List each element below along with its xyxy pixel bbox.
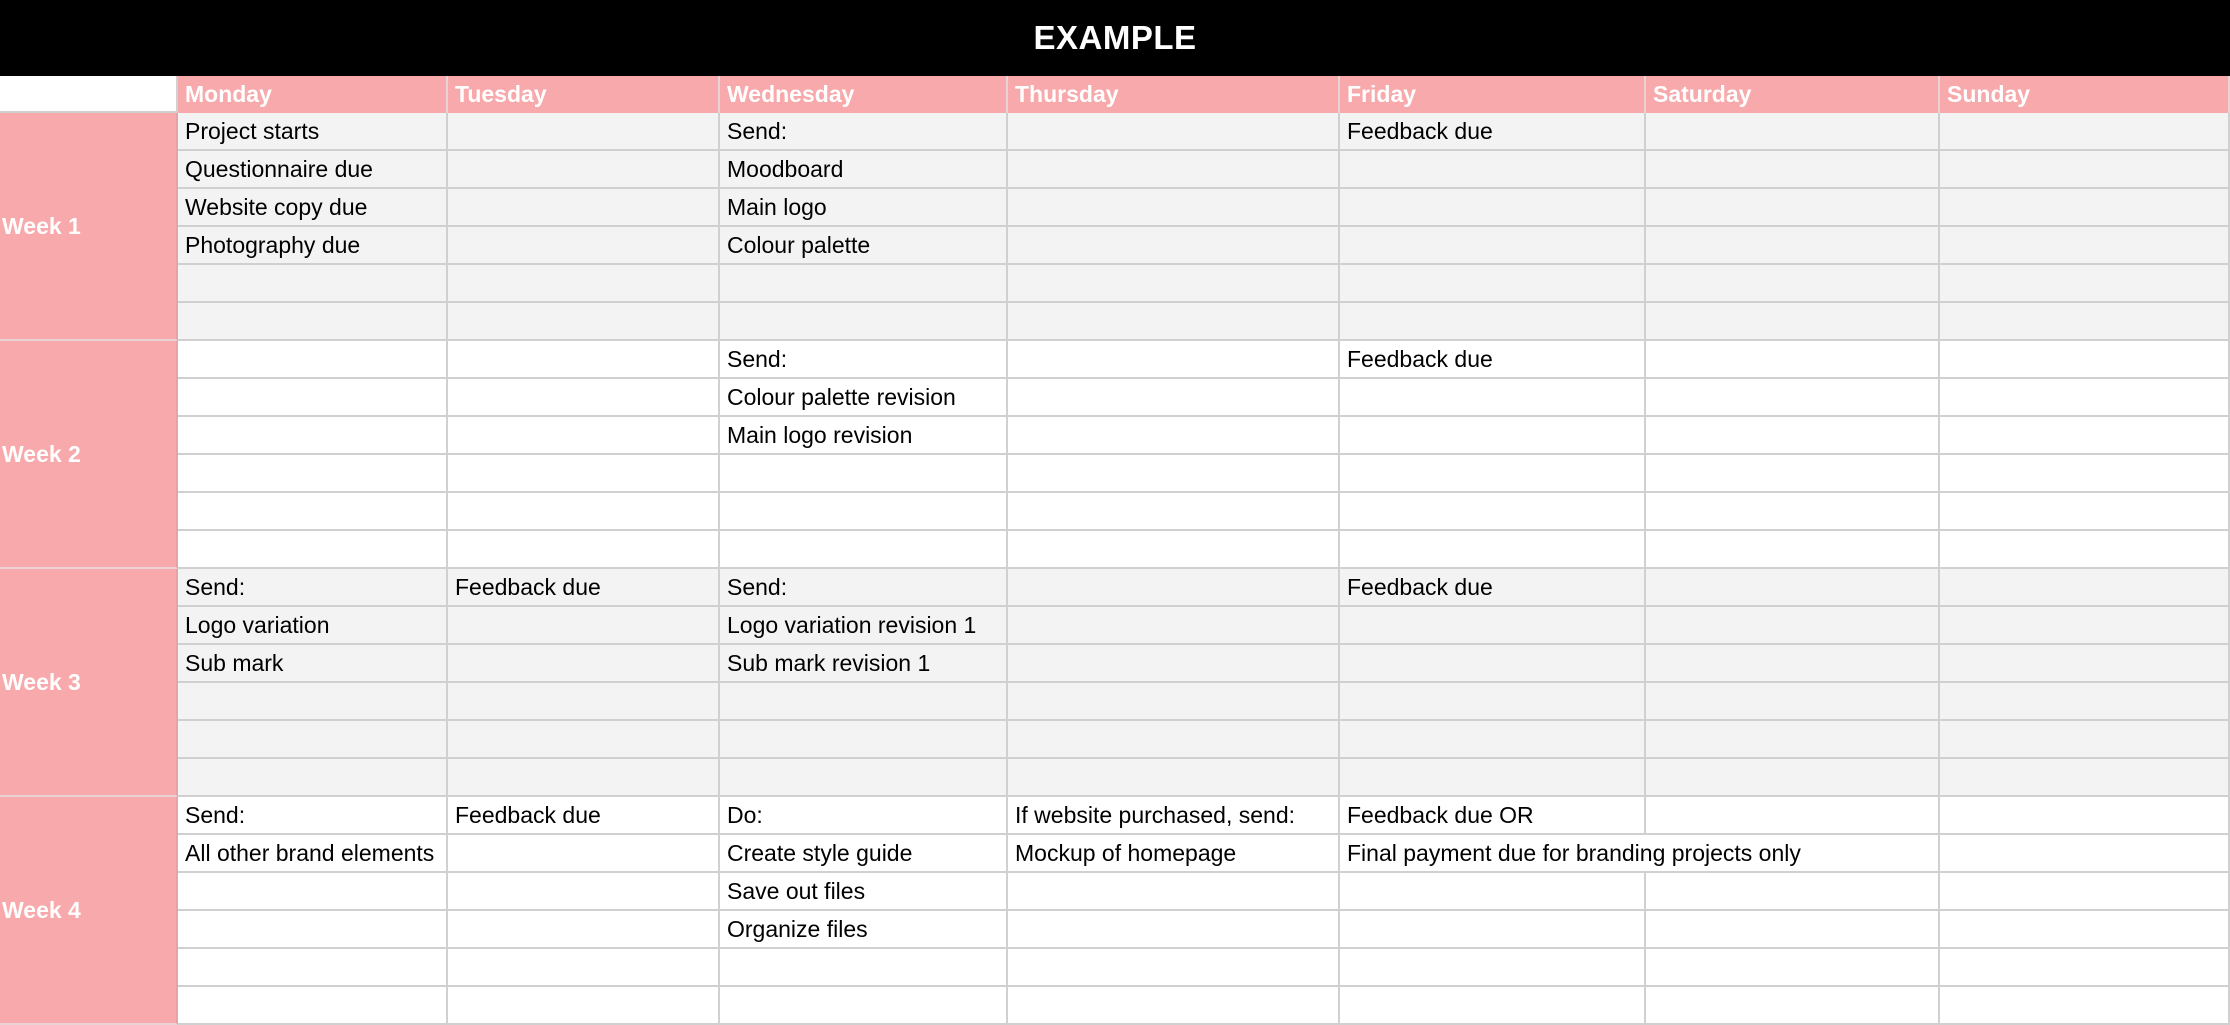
day-header-friday[interactable]: Friday	[1340, 76, 1646, 113]
week-label[interactable]: Week 2	[0, 341, 178, 569]
grid-cell[interactable]	[1646, 949, 1940, 987]
grid-cell[interactable]	[1940, 721, 2230, 759]
grid-cell[interactable]	[448, 189, 720, 227]
grid-cell[interactable]: Do:	[720, 797, 1008, 835]
grid-cell[interactable]	[178, 759, 448, 797]
grid-cell[interactable]	[1340, 683, 1646, 721]
grid-cell[interactable]	[1646, 607, 1940, 645]
grid-cell[interactable]	[1940, 911, 2230, 949]
grid-cell[interactable]: Feedback due OR	[1340, 797, 1646, 835]
grid-cell[interactable]	[1940, 151, 2230, 189]
day-header-wednesday[interactable]: Wednesday	[720, 76, 1008, 113]
grid-cell[interactable]	[448, 683, 720, 721]
grid-cell[interactable]: All other brand elements	[178, 835, 448, 873]
grid-cell[interactable]	[1940, 303, 2230, 341]
grid-cell[interactable]	[448, 151, 720, 189]
grid-cell[interactable]: Project starts	[178, 113, 448, 151]
grid-cell[interactable]	[1646, 265, 1940, 303]
grid-cell[interactable]	[1008, 683, 1340, 721]
grid-cell[interactable]: Feedback due	[448, 797, 720, 835]
grid-cell[interactable]	[448, 379, 720, 417]
grid-cell[interactable]	[720, 987, 1008, 1025]
grid-cell[interactable]	[1940, 759, 2230, 797]
grid-cell[interactable]	[1646, 987, 1940, 1025]
grid-cell[interactable]	[1940, 835, 2230, 873]
grid-cell[interactable]: Photography due	[178, 227, 448, 265]
grid-cell[interactable]	[448, 607, 720, 645]
grid-cell[interactable]	[178, 683, 448, 721]
grid-cell[interactable]	[448, 227, 720, 265]
grid-cell[interactable]	[178, 911, 448, 949]
day-header-monday[interactable]: Monday	[178, 76, 448, 113]
grid-cell[interactable]	[178, 721, 448, 759]
grid-cell[interactable]: Colour palette	[720, 227, 1008, 265]
grid-cell[interactable]: Main logo revision	[720, 417, 1008, 455]
grid-cell[interactable]: Sub mark	[178, 645, 448, 683]
grid-cell[interactable]	[1646, 835, 1940, 873]
grid-cell[interactable]	[1646, 683, 1940, 721]
grid-cell[interactable]	[1008, 759, 1340, 797]
grid-cell[interactable]	[1940, 987, 2230, 1025]
grid-cell[interactable]	[1008, 303, 1340, 341]
grid-cell[interactable]	[448, 949, 720, 987]
grid-cell[interactable]	[1340, 493, 1646, 531]
grid-cell[interactable]	[178, 417, 448, 455]
grid-cell[interactable]	[1340, 873, 1646, 911]
grid-cell[interactable]: Feedback due	[1340, 341, 1646, 379]
grid-cell[interactable]	[448, 987, 720, 1025]
grid-cell[interactable]: Organize files	[720, 911, 1008, 949]
grid-cell[interactable]: Send:	[720, 569, 1008, 607]
grid-cell[interactable]	[448, 721, 720, 759]
grid-cell[interactable]	[448, 493, 720, 531]
grid-cell[interactable]	[1340, 265, 1646, 303]
grid-cell[interactable]: If website purchased, send:	[1008, 797, 1340, 835]
grid-cell[interactable]: Feedback due	[1340, 113, 1646, 151]
grid-cell[interactable]	[1008, 531, 1340, 569]
grid-cell[interactable]	[178, 341, 448, 379]
grid-cell[interactable]	[1646, 341, 1940, 379]
grid-cell[interactable]: Send:	[178, 569, 448, 607]
grid-cell[interactable]	[178, 493, 448, 531]
corner-cell	[0, 76, 178, 113]
grid-cell[interactable]	[448, 265, 720, 303]
grid-cell[interactable]	[178, 265, 448, 303]
grid-cell[interactable]	[1340, 911, 1646, 949]
week-label[interactable]: Week 1	[0, 113, 178, 341]
grid-cell[interactable]: Send:	[720, 341, 1008, 379]
grid-cell[interactable]	[1940, 455, 2230, 493]
grid-cell[interactable]	[720, 455, 1008, 493]
grid-cell[interactable]	[1340, 949, 1646, 987]
grid-cell[interactable]	[1646, 113, 1940, 151]
grid-cell[interactable]: Send:	[720, 113, 1008, 151]
grid-cell[interactable]	[1008, 949, 1340, 987]
grid-cell[interactable]	[1008, 341, 1340, 379]
grid-cell[interactable]	[1646, 455, 1940, 493]
grid-cell[interactable]	[1940, 265, 2230, 303]
grid-cell[interactable]	[448, 455, 720, 493]
grid-cell[interactable]: Logo variation	[178, 607, 448, 645]
grid-cell[interactable]	[1646, 797, 1940, 835]
grid-cell[interactable]	[178, 873, 448, 911]
grid-cell[interactable]	[1008, 721, 1340, 759]
grid-cell[interactable]	[1940, 949, 2230, 987]
grid-cell[interactable]	[720, 949, 1008, 987]
grid-cell[interactable]	[1008, 189, 1340, 227]
grid-cell[interactable]	[1646, 189, 1940, 227]
grid-cell[interactable]	[1940, 683, 2230, 721]
grid-cell[interactable]	[448, 417, 720, 455]
grid-cell[interactable]	[178, 455, 448, 493]
grid-cell[interactable]: Final payment due for branding projects only	[1340, 835, 1646, 873]
grid-cell[interactable]	[1646, 417, 1940, 455]
grid-cell[interactable]	[1340, 721, 1646, 759]
grid-cell[interactable]	[448, 113, 720, 151]
grid-cell[interactable]	[448, 341, 720, 379]
grid-cell[interactable]	[1940, 797, 2230, 835]
grid-cell[interactable]	[448, 645, 720, 683]
grid-cell[interactable]	[178, 303, 448, 341]
grid-cell[interactable]	[1940, 569, 2230, 607]
sheet-title: EXAMPLE	[0, 0, 2230, 76]
day-header-tuesday[interactable]: Tuesday	[448, 76, 720, 113]
grid-cell[interactable]	[1340, 987, 1646, 1025]
grid-cell[interactable]	[178, 379, 448, 417]
grid-cell[interactable]	[1646, 911, 1940, 949]
grid-cell[interactable]	[1940, 531, 2230, 569]
grid-cell[interactable]	[1940, 417, 2230, 455]
grid-cell[interactable]	[1940, 645, 2230, 683]
grid-cell[interactable]	[720, 721, 1008, 759]
week-label[interactable]: Week 3	[0, 569, 178, 797]
grid-cell[interactable]	[1008, 227, 1340, 265]
grid-cell[interactable]	[448, 835, 720, 873]
grid-cell[interactable]	[178, 531, 448, 569]
day-header-saturday[interactable]: Saturday	[1646, 76, 1940, 113]
grid-cell[interactable]	[1340, 455, 1646, 493]
grid-cell[interactable]	[1646, 873, 1940, 911]
grid-cell[interactable]	[1340, 189, 1646, 227]
grid-cell[interactable]	[178, 949, 448, 987]
grid-cell[interactable]	[1340, 531, 1646, 569]
grid-cell[interactable]	[1008, 379, 1340, 417]
grid-cell[interactable]	[1646, 379, 1940, 417]
grid-cell[interactable]	[1340, 607, 1646, 645]
grid-cell[interactable]	[1008, 151, 1340, 189]
grid-cell[interactable]	[448, 873, 720, 911]
grid-cell[interactable]	[1940, 113, 2230, 151]
grid-cell[interactable]	[720, 683, 1008, 721]
grid-cell[interactable]	[1940, 607, 2230, 645]
grid-cell[interactable]	[1646, 227, 1940, 265]
grid-cell[interactable]	[1646, 645, 1940, 683]
grid-cell[interactable]	[1008, 569, 1340, 607]
grid-cell[interactable]	[1008, 417, 1340, 455]
grid-cell[interactable]	[1646, 493, 1940, 531]
grid-cell[interactable]	[448, 303, 720, 341]
grid-cell[interactable]: Feedback due	[1340, 569, 1646, 607]
day-header-sunday[interactable]: Sunday	[1940, 76, 2230, 113]
grid-cell[interactable]	[1940, 873, 2230, 911]
grid-cell[interactable]	[1940, 227, 2230, 265]
grid-cell[interactable]	[1646, 569, 1940, 607]
grid-cell[interactable]	[1008, 607, 1340, 645]
grid-cell[interactable]	[720, 759, 1008, 797]
grid-cell[interactable]	[178, 987, 448, 1025]
grid-cell[interactable]	[1940, 493, 2230, 531]
grid-cell[interactable]	[1008, 911, 1340, 949]
grid-cell[interactable]	[1008, 645, 1340, 683]
grid-cell[interactable]	[720, 493, 1008, 531]
grid-cell[interactable]: Website copy due	[178, 189, 448, 227]
grid-cell[interactable]	[1646, 721, 1940, 759]
grid-cell[interactable]	[720, 303, 1008, 341]
grid-cell[interactable]: Feedback due	[448, 569, 720, 607]
grid-cell[interactable]	[1940, 379, 2230, 417]
grid-cell[interactable]: Questionnaire due	[178, 151, 448, 189]
grid-cell[interactable]	[1008, 113, 1340, 151]
grid-cell[interactable]	[1340, 151, 1646, 189]
grid-cell[interactable]: Send:	[178, 797, 448, 835]
grid-cell[interactable]: Mockup of homepage	[1008, 835, 1340, 873]
grid-cell[interactable]	[1008, 873, 1340, 911]
grid-cell[interactable]	[448, 759, 720, 797]
day-header-thursday[interactable]: Thursday	[1008, 76, 1340, 113]
grid-cell[interactable]: Main logo	[720, 189, 1008, 227]
grid-cell[interactable]	[720, 265, 1008, 303]
week-label[interactable]: Week 4	[0, 797, 178, 1025]
grid-cell[interactable]	[1008, 987, 1340, 1025]
grid-cell[interactable]	[1340, 379, 1646, 417]
grid-cell[interactable]	[1940, 341, 2230, 379]
grid-cell[interactable]	[1340, 303, 1646, 341]
grid-cell[interactable]	[1646, 759, 1940, 797]
grid-cell[interactable]	[720, 531, 1008, 569]
grid-cell[interactable]	[1646, 303, 1940, 341]
grid-cell[interactable]: Moodboard	[720, 151, 1008, 189]
grid-cell[interactable]	[1340, 645, 1646, 683]
grid-cell[interactable]	[1340, 227, 1646, 265]
grid-cell[interactable]	[1008, 455, 1340, 493]
grid-cell[interactable]	[1646, 531, 1940, 569]
grid-cell[interactable]	[448, 531, 720, 569]
grid-cell[interactable]	[1340, 759, 1646, 797]
grid-cell[interactable]: Colour palette revision	[720, 379, 1008, 417]
grid-cell[interactable]	[1008, 493, 1340, 531]
grid-cell[interactable]: Logo variation revision 1	[720, 607, 1008, 645]
grid-cell[interactable]	[1940, 189, 2230, 227]
grid-cell[interactable]: Create style guide	[720, 835, 1008, 873]
grid-cell[interactable]	[448, 911, 720, 949]
grid-cell[interactable]	[1340, 417, 1646, 455]
grid-cell[interactable]	[1008, 265, 1340, 303]
grid-cell[interactable]: Sub mark revision 1	[720, 645, 1008, 683]
grid-cell[interactable]: Save out files	[720, 873, 1008, 911]
grid-cell[interactable]	[1646, 151, 1940, 189]
